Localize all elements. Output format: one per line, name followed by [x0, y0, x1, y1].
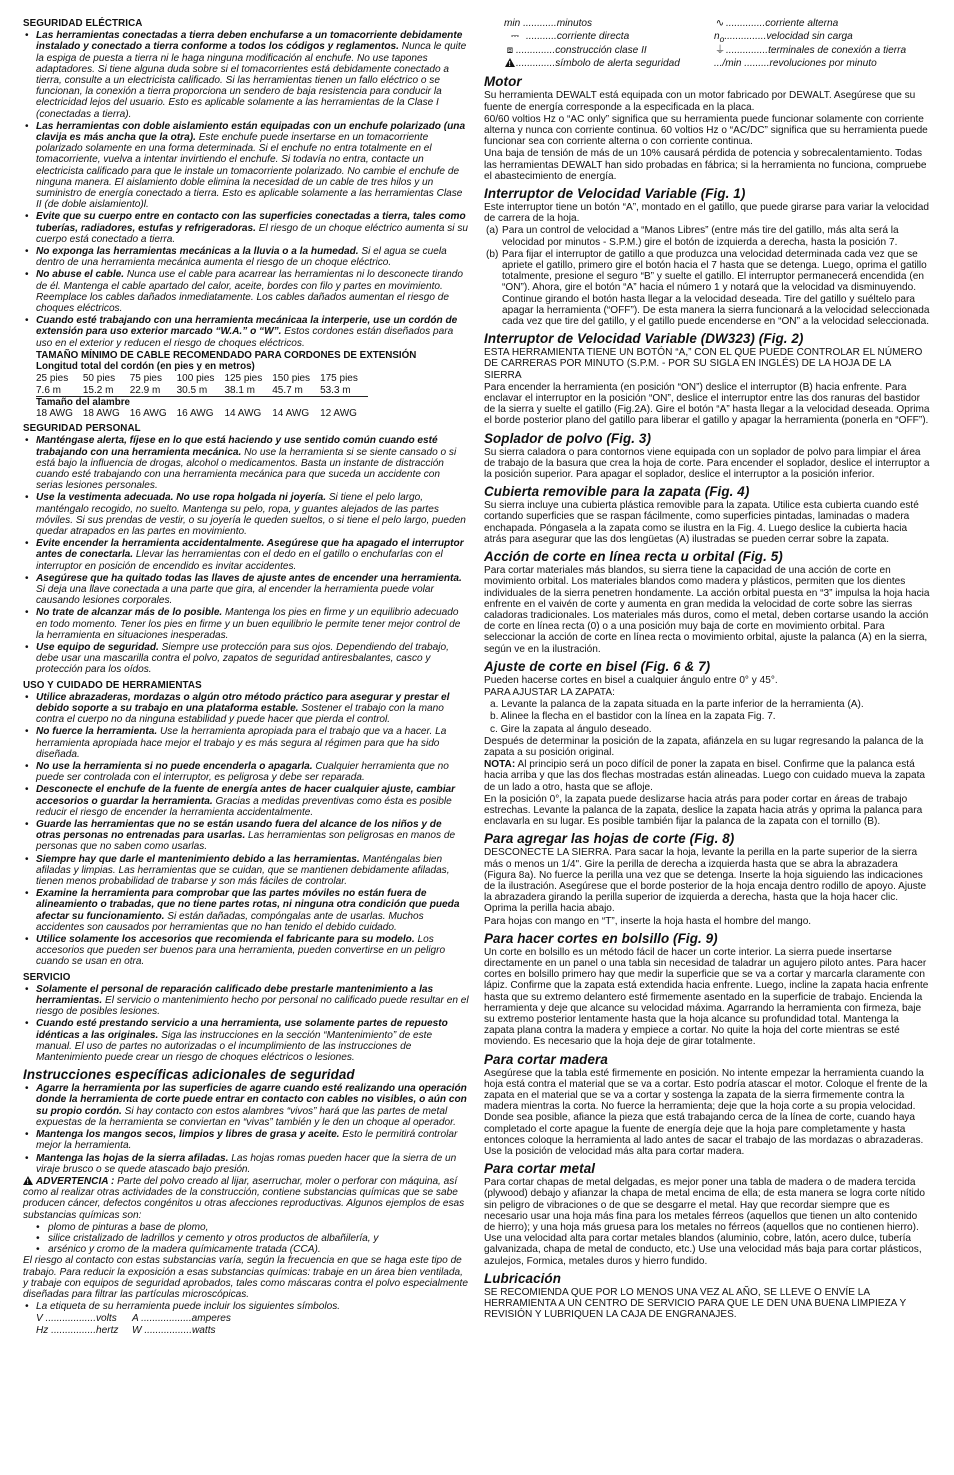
alert-icon [504, 58, 516, 71]
warning-label: ADVERTENCIA : [35, 1175, 115, 1187]
bullet-text: Cualquier herramienta que no puede ser controlada con el interruptor, es peligrosa y debe ser reparada. [36, 761, 449, 784]
personal-safety-list [23, 435, 469, 675]
section-heading: Cubierta removible para la zapata (Fig. 4) [484, 484, 750, 500]
bullet-bold: Siempre hay que darle el mantenimiento debido a las herramientas. [36, 853, 360, 865]
list-item: • arsénico y cromo de la madera químicamente tratada (CCA). [23, 1244, 469, 1255]
bullet-bold: Cuando esté prestando servicio a una herramienta, use solamente partes de repuesto idénticas a las originales. [36, 1018, 448, 1041]
bullet-item [23, 269, 469, 314]
symbol-no-load-text: ...............velocidad sin carga [724, 30, 853, 42]
paragraph: DESCONECTE LA SIERRA. Para sacar la hoja, levante la perilla en la parte superior de la sierra más o menos un 1/4". Gire la perilla de derecha a izquierda hasta que se abra la abrazadera (Figura 8a). No fuerce la perilla una vez que se detenga. Inserte la hoja siguiendo las indicaciones de la ilustración. Asegúrese que el borde posterior de la hoja encaja dentro rodillo de apoyo. Ajuste la abrazadera girando la perilla superior de izquierda a derecha, hasta que la hoja hacer clic. Oprima la perilla hacia abajo. [484, 847, 927, 915]
section-heading: SEGURIDAD PERSONAL [23, 423, 141, 435]
bullet-bold: Evite que su cuerpo entre en contacto con las superficies conectadas a tierra, tales como tuberías, radiadores, estufas y refrigeradoras. [36, 211, 466, 234]
cable-row-wire-label [36, 396, 368, 408]
table-cell: 30.5 m [176, 384, 208, 396]
bullet-item [23, 888, 469, 933]
list-text: Para fijar el interruptor de gatillo a que produzca una velocidad determinada cada vez que se apriete el gatillo, primero gire el botón hacia el 7 hasta que se detenga. Luego, oprima el gatillo totalmente, presione el seguro “B” y suelte el gatillo. El interruptor permanecerá encendida (en “ON”). Ahora, gire el botón “A” hacia el número 1 y notará que la velocidad va disminuyendo. Continue girando el botón hasta llegar a la velocidad deseada. Tire del gatillo y suéltelo para apagar la herramienta (“OFF”). De esta manera la sierra funcionará a la velocidad seleccionada cada vez que tire del gatillo, y el gatillo puede encenderse en “ON” a la velocidad seleccionada. [502, 248, 930, 328]
table-cell: 150 pies [272, 373, 311, 385]
table-cell: 18 AWG [36, 407, 73, 419]
table-cell: 7.6 m [36, 384, 62, 396]
symbol-alert-text: ..............símbolo de alerta seguridad [516, 57, 680, 69]
symbol-no-load [714, 31, 944, 46]
symbols-intro-text: La etiqueta de su herramienta puede incluir los siguientes símbolos. [36, 1301, 341, 1313]
paragraph: Asegúrese que la tabla esté firmemente en posición. No intente empezar la herramienta cuando la hoja está contra el material que se va a cortar. Esto podría atascar el motor. Coloque el frente de la zapata en el material que se va a cortar y sostenga la zapata de la sierra firmemente contra la madera mientras la corta. No fuerce la herramienta; deje que la hoja corte a su propia velocidad. Donde sea posible, afiance la pieza que está trabajando cerca de la línea de corte, cuando haya completado el corte apague la fuente de energía deje que la hoja pare completamente y hasta entonces coloque la herramienta al lado antes de sacar el trabajo de las mordazas o abrazaderas. Use la posición de velocidad más alta para cortar madera. [484, 1067, 928, 1158]
bullet-bold: Las herramientas conectadas a tierra deben enchufarse a un tomacorriente debidamente instalado y conectado a tierra conforme a todos los códigos y reglamentos. [36, 30, 463, 53]
bullet-text: Si el agua se cuela dentro de una herramienta mecánica aumenta el riesgo de un choque eléctrico. [36, 246, 447, 269]
symbol-ac-text: ..............corriente alterna [726, 18, 839, 29]
bullet-bold: Evite encender la herramienta accidentalmente. Asegúrese que ha apagado el interruptor antes de conectarla. [36, 538, 464, 561]
table-cell: 75 pies [129, 373, 162, 385]
symbol-ground [714, 45, 944, 58]
bullet-bold: Use equipo de seguridad. [36, 641, 159, 653]
double-square-icon: ⧈ [506, 45, 514, 57]
bullet-text: Nunca use el cable para acarrear las herramientas ni lo desconecte tirando de él. Mantenga el cable apartado del calor, aceite, bordes con filo y partes en movimiento. Reemplace los cables dañados inmediatamente. Los cables dañados aumentan el riesgo de choques eléctricos. [36, 269, 463, 315]
table-cell: 14 AWG [272, 407, 310, 419]
warning-paragraph [23, 1176, 469, 1221]
symbol-alert [504, 58, 714, 71]
bullet-text: Si hay contacto con estos alambres “vivos” hará que las partes de metal expuestas de la herramienta se conviertan en “vivas” también y le den un choque al operador. [36, 1105, 456, 1128]
bullet-bold: Asegúrese que ha quitado todas las llaves de ajuste antes de encender una herramienta. [36, 572, 462, 584]
paragraph: Para cortar chapas de metal delgadas, es mejor poner una tabla de madera o de madera tercida (plywood) debajo y afianzar la chapa de metal encima de ella; de esta manera se logra corte nítido sin peligro de vibraciones o de que se desgarre el metal. Hay que recordar siempre que es necesario usar una hoja más fina para los metales férreos (aquellos que tienen un alto contenido de hierro); y una hoja más gruesa para los metales no férreos (aquellos que no contienen hierro). Use una velocidad alta para cortar metales blandos (aluminio, cobre, latón, acero dulce, tubería galvanizada, chapa de metal de conducto, etc.) Use una velocidad más baja para cortar plásticos, azulejos, Formica, metales duros y hierro fundido. [484, 1177, 926, 1267]
note-paragraph [484, 759, 931, 793]
bullet-item [23, 784, 469, 818]
right-column [484, 18, 931, 1321]
list-item: b. Alinee la flecha en el bastidor con la línea en la zapata Fig. 7. [490, 711, 776, 723]
bullet-bold: Mantenga las hojas de la sierra afiladas. [36, 1152, 229, 1164]
bullet-text: Si tiene el pelo largo, manténgalo recogido, no suelto. Mantenga su pelo, ropa, y guantes alejados de las partes móviles. Si sus prendas de vestir, o su joyería le queden sueltos, o si tiene el pelo largo, pueden quedar atrapados en las partes en movimiento. [36, 492, 466, 537]
paragraph: 60/60 voltios Hz o “AC only” significa que su herramienta puede funcionar solamente con corriente alterna y nunca con corriente continua. 60 voltios Hz o “AC/DC” significa que su herramienta puede funcionar sea con corriente alterna o con corriente continua. [484, 113, 928, 148]
warning-text: Parte del polvo creado al lijar, aserruchar, moler o perforar con máquina, así como al realizar otras actividades de la construcción, contiene substancias químicas que se sabe producen cáncer, defectos congénitos u otras afecciones reproductivas. Algunos ejemplos de esas substancias químicas son: [23, 1175, 465, 1221]
symbol-ground-text: ...............terminales de conexión a tierra [726, 45, 907, 57]
table-cell: 125 pies [224, 373, 263, 385]
symbol-rpm: .../min .........revoluciones por minuto [714, 57, 877, 69]
bullet-bold: Desconecte el enchufe de la fuente de energía antes de hacer cualquier ajuste, cambiar accesorios o guardar la herramienta. [36, 784, 456, 807]
bullet-bold: Agarre la herramienta por las superficies de agarre cuando esté realizando una operación donde la herramienta de corte puede entrar en contacto con cables no visibles, o aún con su propio cordón. [36, 1083, 467, 1117]
cable-row-meters [36, 385, 368, 397]
tool-use-list [23, 692, 469, 968]
paragraph: Pueden hacerse cortes en bisel a cualquier ángulo entre 0° y 45°. [484, 674, 778, 686]
bullet-item [23, 211, 469, 245]
symbol-watts: W .................watts [132, 1324, 216, 1336]
paragraph: Para cortar materiales más blandos, su sierra tiene la capacidad de una acción de corte en movimiento orbital. Los materiales blandos como madera y plásticos, permiten que los dientes individuales de la sierra penetren hondamente. La acción orbital puesta en “3” impulsa la hoja hacia enfrente en el vaivén de corte y aumenta en gran medida la velocidad de corte sobre las sierras caladoras tradicionales. Los materiales más duros, como el metal, deben cortarse usando la acción de corte en línea recta (0) o a una posición muy baja de corte en movimiento orbital. Para seleccionar la acción de corte en línea recta o movimiento orbital, ajuste la palanca (A) en la sierra, según ve en la ilustración. [484, 565, 930, 655]
bullet-item [23, 934, 469, 968]
table-cell: 38.1 m [224, 384, 256, 396]
paragraph: Para hojas con mango en “T”, inserte la hoja hasta el hombre del mango. [484, 915, 812, 927]
note-label: NOTA: [484, 759, 516, 771]
list-item [484, 225, 931, 247]
bullet-text: Las hojas romas pueden hacer que la sierra de un viraje brusco o se quede atascado bajo presión. [36, 1152, 457, 1175]
section-heading: Para hacer cortes en bolsillo (Fig. 9) [484, 930, 718, 946]
bullet-text: Mantenga los pies en firme y un equilibrio adecuado en todo momento. Tener los pies en firme y un buen equilibrio le permite tener mejor control de la herramienta en situaciones inesperadas. [36, 607, 461, 641]
service-list [23, 984, 469, 1063]
bullet-item [23, 854, 469, 888]
bullet-bold: No trate de alcanzar más de lo posible. [36, 607, 223, 619]
bullet-text: Si deja una llave conectada a una parte que gira, al encender la herramienta puede volar causando lesiones corporales. [36, 583, 434, 607]
bullet-text: Esto le permitirá controlar mejor la herramienta. [36, 1129, 458, 1152]
cable-table [36, 373, 368, 419]
table-cell: 16 AWG [129, 407, 167, 419]
bullet-bold: Solamente el personal de reparación calificado debe prestarle mantenimiento a las herramientas. [36, 983, 434, 1007]
bullet-item [23, 1083, 469, 1128]
section-heading: Soplador de polvo (Fig. 3) [484, 430, 652, 446]
symbol-dc [504, 31, 714, 46]
paragraph: PARA AJUSTAR LA ZAPATA: [484, 686, 615, 698]
list-item [484, 249, 931, 327]
bullet-item [23, 642, 469, 676]
symbol-hertz: Hz ................hertz [36, 1324, 119, 1336]
bullet-item [23, 315, 469, 349]
section-heading: Ajuste de corte en bisel (Fig. 6 & 7) [484, 658, 711, 674]
table-cell: 16 AWG [176, 407, 214, 419]
bullet-bold: Utilice solamente los accesorios que recomienda el fabricante para su modelo. [36, 934, 415, 946]
symbol-amperes: A ..................amperes [132, 1313, 231, 1325]
list-key: (a) [486, 225, 499, 237]
paragraph: En la posición 0°, la zapata puede deslizarse hacia atrás para poder cortar en áreas de trabajo estrechas. Levante la palanca de la zapata, deslice la zapata hacia atrás y oprima la palanca para enclavarla en su lugar. Es posible también fijar la palanca de la zapata con el tornillo (B). [484, 793, 923, 828]
bullet-bold: No use la herramienta si no puede encenderla o apagarla. [36, 761, 313, 772]
table-cell: 14 AWG [224, 407, 262, 419]
section-heading: SERVICIO [23, 971, 71, 983]
bullet-text: Siempre use protección para sus ojos. Dependiendo del trabajo, debe usar una mascarilla contra el polvo, zapatos de seguridad antiresbalantes, casco y protección para los oídos. [36, 641, 449, 676]
bullet-text: Sostener el trabajo con la mano contra el cuerpo no da ninguna estabilidad y puede hacer que pierda el control. [36, 702, 444, 726]
section-heading: SEGURIDAD ELÉCTRICA [23, 18, 143, 29]
bullet-item [23, 607, 469, 641]
bullet-bold: Mantenga los mangos secos, limpios y libres de grasa y aceite. [36, 1129, 340, 1141]
ac-icon: ∿ [715, 18, 725, 29]
section-heading: Motor [484, 74, 522, 90]
bullet-text: No use la herramienta si se siente cansado o si está bajo la influencia de drogas, alcohol o medicamentos. Basta un instante de distracción cuando esté trabajando con una herramienta mecánica para que suceda un accidente con serias lesiones personales. [36, 446, 457, 492]
ground-icon: ⏚ [714, 45, 726, 57]
list-item: • silice cristalizado de ladrillos y cemento y otros productos de albañilería, y [23, 1233, 469, 1244]
list-item: • plomo de pinturas a base de plomo, [23, 1222, 469, 1233]
bullet-item [23, 819, 469, 853]
bullet-item [23, 692, 469, 726]
paragraph: Para encender la herramienta (en posición “ON”) deslice el interruptor (B) hacia enfrente. Para enclavar el interruptor en la posición “ON”, deslice el interruptor entre las dos ranuras del bastidor de la sierra y suelte el gatillo (Fig.2A). Gire el botón “A” hasta llegar a la velocidad deseada. Oprima el borde posterior plano del gatillo para liberar el gatillo y apagar la herramienta (ponerla en “OFF”). [484, 381, 930, 427]
bullet-text: El riesgo de un choque eléctrico aumenta si su cuerpo está conectado a tierra. [36, 222, 469, 245]
warning-icon [23, 1176, 33, 1185]
bullet-bold: Las herramientas con doble aislamiento están equipadas con un enchufe polarizado (una clavija es más ancha que la otra). [36, 120, 466, 144]
bullet-item [23, 761, 469, 783]
bullet-item [23, 1153, 469, 1175]
bullet-text: Llevar las herramientas con el dedo en el gatillo o enchufarlas con el interruptor en posición de encendido es invitar accidentes. [36, 549, 443, 572]
table-cell: 25 pies [36, 373, 69, 385]
bullet-bold: No exponga las herramientas mecánicas a la lluvia o a la humedad. [36, 246, 359, 258]
paragraph: Un corte en bolsillo es un método fácil de hacer un corte interior. La sierra puede insertarse directamente en un panel o una tabla sin necesidad de taladrar un agujero piloto antes. Para hacer cortes en bolsillo primero hay que medir la superficie que se va a cortar y marcarla claramente con lápiz. Confirme que la zapata está extendida hacia enfrente. Luego, incline la zapata hacia enfrente hasta que su extremo delantero esté firmemente asentado en la superficie de trabajo. Encienda la herramienta y deje que alcance su velocidad máxima. Agarrando la herramienta con firmeza, baje su extremo posterior lentamente hasta que la hoja alcance su profundidad total. Mantenga la zapata plana contra la madera y empiece a cortar. No quite la hoja del corte mientras se esté moviendo. Es necesario que la hoja deje de girar totalmente. [484, 946, 929, 1048]
table-cell: 175 pies [320, 373, 358, 385]
bullet-bold: Examine la herramienta para comprobar que las partes móviles no están fuera de alineamiento o trabadas, que no tiene partes rotas, ni ninguna otra condición que pueda afectar su funcionamiento. [36, 888, 460, 922]
paragraph: Su sierra caladora o para contornos viene equipada con un soplador de polvo para limpiar el área de trabajo de la basura que crea la hoja de corte. Para encender el soplador, deslice el interruptor a la posición superior. Para apagar el soplador, deslice el interruptor a la posición inferior. [484, 446, 930, 481]
bullet-text: Si están dañadas, compóngalas ante de usarlas. Muchos accidentes son causados por herramientas que no han tenido el debido cuidado. [36, 910, 424, 933]
bullet-text: Gracias a medidas preventivas como ésta es posible reducir el riesgo de encender la herramienta accidentalmente. [36, 795, 452, 818]
paragraph: ESTA HERRAMIENTA TIENE UN BOTÓN “A,” CON EL QUE PUEDE CONTROLAR EL NÚMERO DE CARRERAS POR MINUTO (S.P.M. - POR SU SIGLA EN INGLÉS) DE LA HOJA DE LA SIERRA [484, 347, 923, 381]
bullet-bold: Guarde las herramientas que no se están usando fuera del alcance de los niños y de otras personas no entrenadas para usarlas. [36, 819, 442, 842]
bullet-text: Nunca le quite la espiga de puesta a tierra ni le haga ninguna modificación al enchufe. No use tapones adaptadores. Si tiene alguna duda sobre si el tomacorrientes está debidamente conectado a tierra, consulte a un electricista calificado. Si las herramientas tienen un fallo eléctrico o se funcionan, la conexión a tierra proporciona un sendero de baja resistencia para conducir la electricidad lejos del usuario. Esto es aplicable solamente a las herramientas de la Clase I (conectadas a tierra). [36, 41, 467, 120]
list-item: a. Levante la palanca de la zapata situada en la parte inferior de la herramienta (A). [490, 699, 864, 711]
table-cell: 15.2 m [82, 384, 114, 396]
bullet-item [23, 726, 469, 760]
section-heading: USO Y CUIDADO DE HERRAMIENTAS [23, 679, 202, 691]
wire-size-label: Tamaño del alambre [36, 396, 131, 408]
bullet-item [23, 30, 469, 120]
bullet-text: Las herramientas son peligrosas en manos de personas que no saben como usarlas. [36, 830, 456, 853]
symbols-grid-left [36, 1313, 469, 1336]
bullet-text: Este enchufe puede insertarse en un tomacorriente polarizado solamente en una forma determinada. Si el enchufe no entra totalmente en el tomacorriente, vuelva a intentar invirtiendo el enchufe. Si todavía no entra, contacte un electricista calificado para que le instale un tomacorriente polarizado. No cambie el enchufe de ninguna manera. El aislamiento doble elimina la necesidad de un cable de tres hilos y un suministro de energía conectado a tierra. Esto es aplicable solamente a las herramientas Clase II (de doble aislamiento)l. [36, 132, 463, 211]
paragraph: Después de determinar la posición de la zapata, afiánzela en su lugar regresando la palanca de la zapata a su posición original. [484, 735, 924, 758]
cable-row-feet [36, 373, 368, 384]
symbol-dc-text: ...........corriente directa [526, 30, 630, 42]
warning-after: El riesgo al contacto con estas substancias varía, según la frecuencia en que se haga este tipo de trabajo. Para reducir la exposición a esas substancias químicas: trabaje en un área bien ventilada, y trabaje con equipos de seguridad aprobados, tales como máscaras contra el polvo especialmente diseñadas para filtrar las partículas microscópicas. [23, 1255, 468, 1300]
section-heading: Para agregar las hojas de corte (Fig. 8) [484, 831, 735, 847]
paragraph: Una baja de tensión de más de un 10% causará pérdida de potencia y sobrecalentamiento. Todas las herramientas DEWALT han sido probadas en fábrica; si la herramienta no funciona, compruebe el abastecimiento de energía. [484, 148, 927, 182]
right-sections [484, 74, 931, 1320]
bullet-bold: Cuando esté trabajando con una herramienta mecánicaa la interperie, use un cordón de extensión para uso exterior marcado “W.A.” o “W”. [36, 315, 458, 338]
left-column [23, 18, 469, 1336]
paragraph: SE RECOMIENDA QUE POR LO MENOS UNA VEZ AL AÑO, SE LLEVE O ENVÍE LA HERRAMIENTA A UN CENTRO DE SERVICIO PARA QUE LE DEN UNA BUENA LIMPIEZA Y REVISIÓN Y LUBRIQUEN LA CAJA DE ENGRANAJES. [484, 1286, 906, 1321]
bullet-text: Estos cordones están diseñados para uso en el exterior y reducen el riesgo de choques eléctricos. [36, 326, 454, 349]
bullet-bold: No fuerce la herramienta. [36, 726, 158, 738]
bullet-text: Los accesorios que pueden ser buenos para una herramienta, pueden convertirse en un peligro cuando se usan en otra. [36, 934, 446, 968]
dc-icon: ⎓ [510, 30, 520, 42]
bullet-item [23, 984, 469, 1018]
bullet-text: El servicio o mantenimiento hecho por personal no calificado puede resultar en el riesgo de posibles lesiones. [36, 995, 469, 1018]
bullet-item [23, 1129, 469, 1151]
cable-table-title: TAMAÑO MÍNIMO DE CABLE RECOMENDADO PARA CORDONES DE EXTENSIÓN [36, 349, 417, 361]
section-heading: Lubricación [484, 1270, 561, 1286]
bullet-text: Siga las instrucciones en la sección “Mantenimiento” de este manual. El uso de partes no autorizadas o el incumplimiento de las instrucciones de Mantenimiento puede crear un riesgo de choques eléctricos o lesiones. [36, 1029, 433, 1064]
section-heading: Interruptor de Velocidad Variable (DW323) (Fig. 2) [484, 331, 804, 347]
bullet-bold: Use la vestimenta adecuada. No use ropa holgada ni joyería. [36, 492, 327, 504]
bullet-text: Manténgalas bien afiladas y limpias. Las herramientas que se cuidan, que se mantienen debidamente afiladas, tienen menos probabilidad de trabarse y son más fáciles de controlar. [36, 853, 450, 888]
additional-safety-list [23, 1083, 469, 1175]
symbol-class2 [504, 45, 714, 58]
list-text: Para un control de velocidad a “Manos Libres” (entre más tire del gatillo, más alta será la velocidad por minutos - S.P.M.) gire el botón de izquierda a derecha, hasta la posición 7. [502, 225, 899, 248]
no-load-o: o [719, 33, 725, 44]
list-item: c. Gire la zapata al ángulo deseado. [490, 723, 652, 735]
symbol-minutes: min ............minutos [504, 18, 593, 29]
table-cell: 12 AWG [320, 407, 357, 419]
chemicals-list [23, 1222, 469, 1256]
bullet-item [23, 538, 469, 572]
bullet-item [23, 492, 469, 537]
symbols-intro [23, 1301, 469, 1312]
section-heading: Interruptor de Velocidad Variable (Fig. 1) [484, 186, 746, 202]
bullet-item [23, 246, 469, 268]
bullet-item [23, 573, 469, 607]
section-heading: Acción de corte en línea recta u orbital (Fig. 5) [484, 549, 783, 565]
section-heading: Para cortar metal [484, 1161, 596, 1177]
list-key: (b) [486, 248, 499, 260]
section-heading: Instrucciones específicas adicionales de seguridad [23, 1067, 355, 1083]
symbols-grid-right [504, 18, 931, 70]
no-load-n: n [714, 30, 720, 42]
table-cell: 18 AWG [82, 407, 120, 419]
bullet-item [23, 121, 469, 211]
symbol-class2-text: ..............construcción clase II [516, 45, 647, 57]
paragraph: Su sierra incluye una cubierta plástica removible para la zapata. Utilice esta cubierta cuando esté cortando superficies que se raspan fácilmente, como superficies pintadas, laminadas o madera enchapada. Póngasela a la zapata como se ilustra en la Fig. 4. Luego deslice la cubierta hacia atrás para asegurar que las dos lengüetas (A) ilustradas se pueden cerrar sobre la zapata. [484, 500, 919, 545]
bullet-item [23, 1018, 469, 1063]
table-cell: 22.9 m [129, 384, 161, 396]
cable-table-subtitle: Longitud total del cordón (en pies y en metros) [36, 361, 255, 373]
symbol-ac [714, 18, 944, 31]
section-heading: Para cortar madera [484, 1051, 608, 1067]
symbol-volts: V ..................volts [36, 1313, 117, 1325]
electrical-safety-list [23, 30, 469, 349]
note-text: Al principio será un poco difícil de poner la zapata en bisel. Confirme que la palanca está hacia arriba y que las dos flechas mostradas están alineadas. Luego con cuidado mueva la zapata de un lado a otro, hasta que se afloje. [484, 759, 926, 793]
table-cell: 53.3 m [320, 384, 351, 396]
table-cell: 100 pies [176, 373, 215, 385]
cable-row-awg [36, 408, 368, 419]
bullet-bold: Utilice abrazaderas, mordazas o algún otro método práctico para asegurar y prestar el debido soporte a su trabajo en una plataforma estable. [36, 691, 450, 714]
paragraph: Este interruptor tiene un botón “A”, montado en el gatillo, que puede girarse para variar la velocidad de carrera de la hoja. [484, 202, 929, 225]
bullet-bold: No abuse el cable. [36, 269, 125, 281]
bullet-bold: Manténgase alerta, fíjese en lo que está haciendo y use sentido común cuando esté trabajando con una herramienta mecánica. [36, 435, 438, 458]
bullet-item [23, 435, 469, 491]
table-cell: 50 pies [82, 373, 116, 385]
table-cell: 45.7 m [272, 384, 303, 396]
paragraph: Su herramienta DEWALT está equipada con un motor fabricado por DEWALT. Asegúrese que su fuente de energía corresponde a la especificada en la placa. [484, 90, 916, 113]
bullet-text: Use la herramienta apropiada para el trabajo que va a hacer. La herramienta apropiada hace mejor el trabajo y es más segura al régimen para que ha sido diseñada. [36, 726, 447, 760]
